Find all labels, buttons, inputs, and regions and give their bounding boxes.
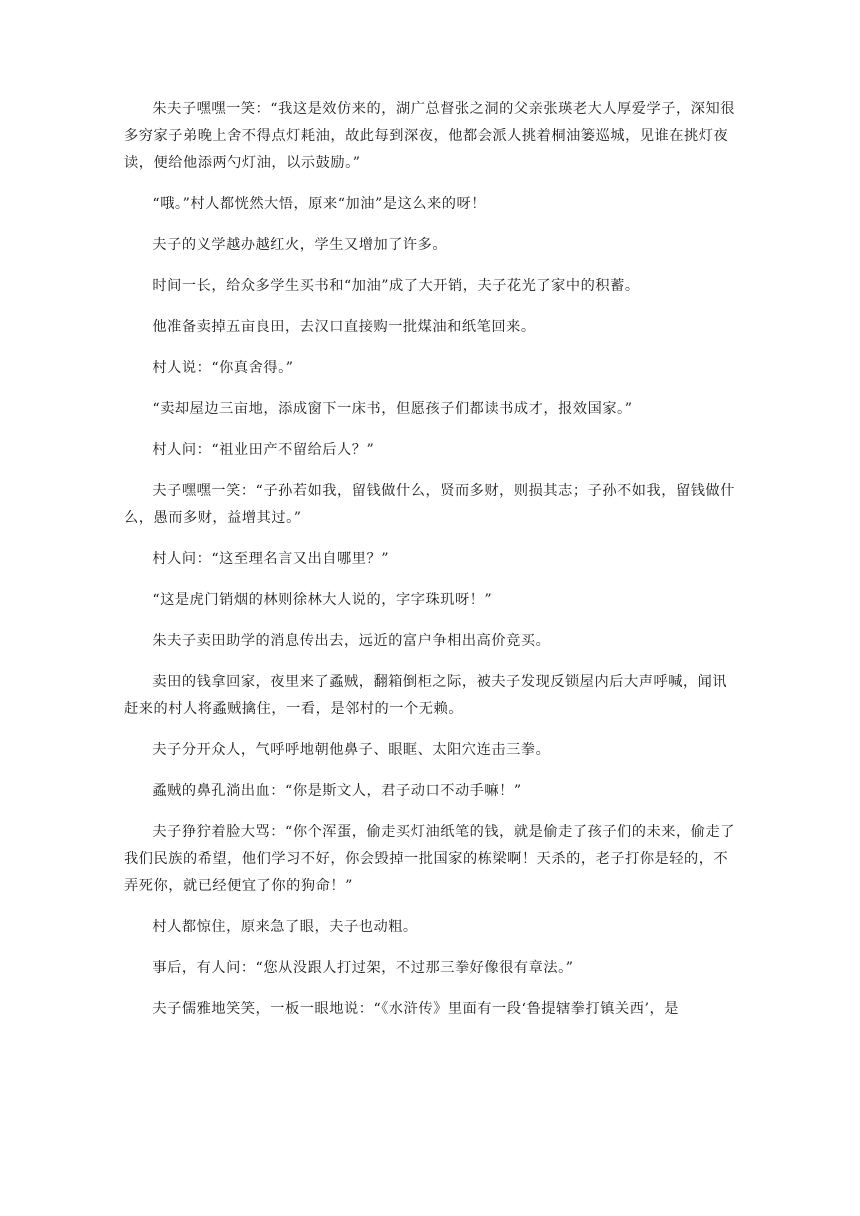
paragraph-3: 夫子的义学越办越红火，学生又增加了许多。 [152, 237, 448, 253]
paragraph-1: 朱夫子嘿嘿一笑：“我这是效仿来的，湖广总督张之洞的父亲张瑛老大人厚爱学子，深知很多穷家子弟晚上舍不得点灯耗油，故此每到深夜，他都会派人挑着桐油篓巡城，见谁在挑灯夜读，便给他添两勺灯油，以示鼓励。” [124, 101, 735, 171]
paragraph-13: 卖田的钱拿回家，夜里来了蟊贼，翻箱倒柜之际，被夫子发现反锁屋内后大声呼喊，闻讯赶来的村人将蟊贼擒住，一看，是邻村的一个无赖。 [124, 674, 728, 717]
paragraph-8: 村人问：“祖业田产不留给后人？” [152, 442, 375, 458]
paragraph-2: “哦。”村人都恍然大悟，原来“加油”是这么来的呀！ [152, 196, 486, 212]
document-body [124, 96, 736, 1023]
paragraph-14: 夫子分开众人，气呼呼地朝他鼻子、眼眶、太阳穴连击三拳。 [152, 742, 551, 758]
paragraph-4: 时间一长，给众多学生买书和“加油”成了大开销，夫子花光了家中的积蓄。 [152, 278, 640, 294]
paragraph-6: 村人说：“你真舍得。” [152, 360, 294, 376]
paragraph-12: 朱夫子卖田助学的消息传出去，远近的富户争相出高价竞买。 [152, 633, 551, 649]
paragraph-9: 夫子嘿嘿一笑：“子孙若如我，留钱做什么，贤而多财，则损其志；子孙不如我，留钱做什么，愚而多财，益增其过。” [124, 483, 735, 526]
paragraph-16: 夫子狰狞着脸大骂：“你个浑蛋，偷走买灯油纸笔的钱，就是偷走了孩子们的未来，偷走了我们民族的希望，他们学习不好，你会毁掉一批国家的栋梁啊！天杀的，老子打你是轻的，不弄死你，就已经便宜了你的狗命！” [124, 824, 735, 894]
paragraph-7: “卖却屋边三亩地，添成窗下一床书，但愿孩子们都读书成才，报效国家。” [152, 401, 633, 417]
paragraph-11: “这是虎门销烟的林则徐林大人说的，字字珠玑呀！” [152, 592, 493, 608]
paragraph-5: 他准备卖掉五亩良田，去汉口直接购一批煤油和纸笔回来。 [152, 319, 536, 335]
paragraph-15: 蟊贼的鼻孔淌出血：“你是斯文人，君子动口不动手嘛！” [152, 783, 522, 799]
paragraph-17: 村人都惊住，原来急了眼，夫子也动粗。 [152, 919, 418, 935]
paragraph-10: 村人问：“这至理名言又出自哪里？” [152, 551, 390, 567]
paragraph-18: 事后，有人问：“您从没跟人打过架，不过那三拳好像很有章法。” [152, 960, 574, 976]
paragraph-19: 夫子儒雅地笑笑，一板一眼地说：“《水浒传》里面有一段‘鲁提辖拳打镇关西’，是 [152, 1001, 680, 1017]
